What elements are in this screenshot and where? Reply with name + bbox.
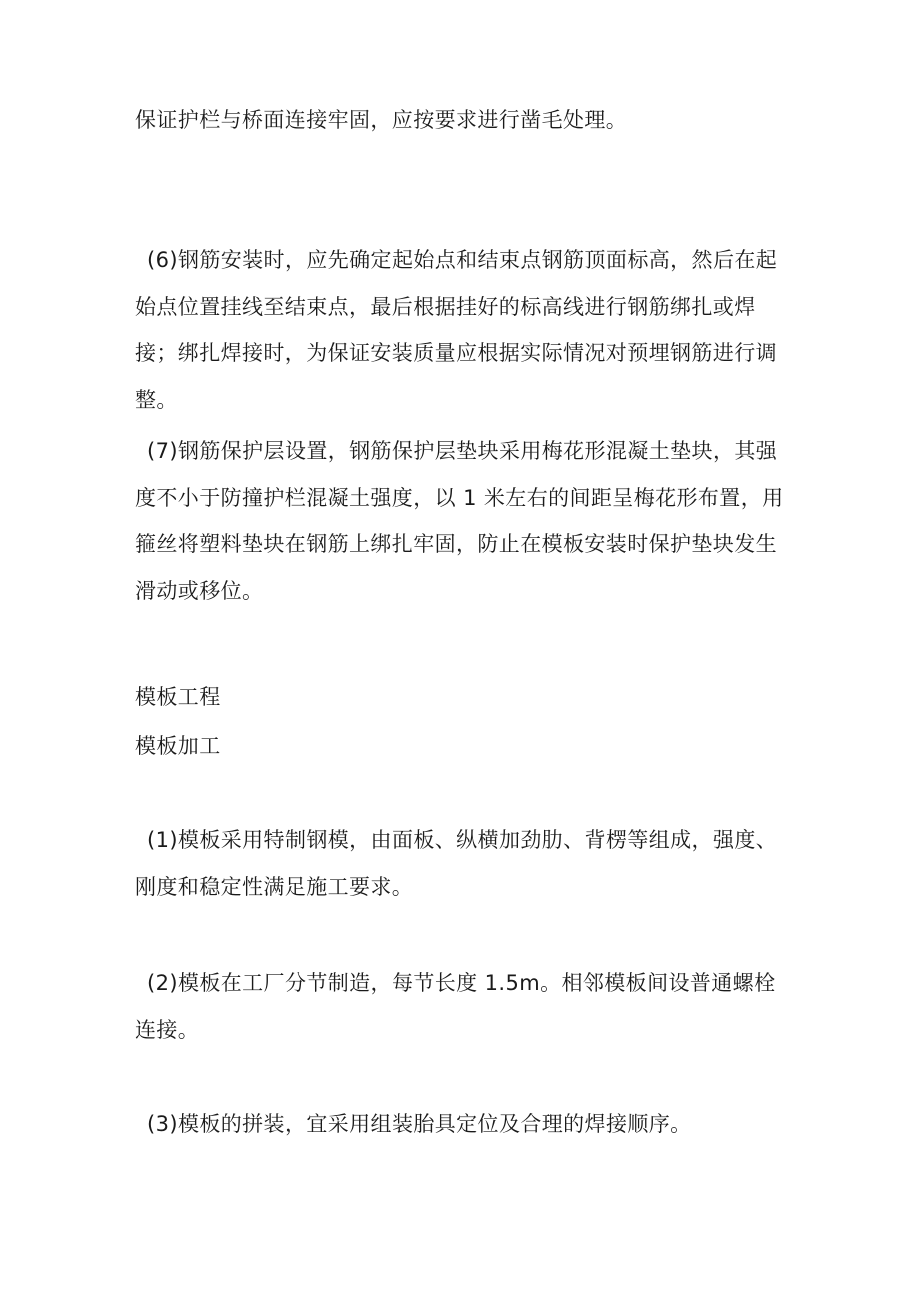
paragraph-item-6: (6)钢筋安装时，应先确定起始点和结束点钢筋顶面标高，然后在起始点位置挂线至结束点，最后根据挂好的标高线进行钢筋绑扎或焊接；绑扎焊接时，为保证安装质量应根据实际情况对预埋钢筋进行调整。 xyxy=(135,248,778,412)
paragraph-item-7: (7)钢筋保护层设置，钢筋保护层垫块采用梅花形混凝土垫块，其强度不小于防撞护栏混凝土强度，以 1 米左右的间距呈梅花形布置，用箍丝将塑料垫块在钢筋上绑扎牢固，防止在模板安装时保护垫块发生滑动或移位。 xyxy=(135,439,784,603)
section-heading-formwork: 模板工程 xyxy=(135,685,221,709)
subsection-heading-formwork-processing: 模板加工 xyxy=(135,734,221,758)
paragraph-formwork-1: (1)模板采用特制钢模，由面板、纵横加劲肋、背楞等组成，强度、刚度和稳定性满足施工要求。 xyxy=(135,828,778,899)
paragraph-intro: 保证护栏与桥面连接牢固，应按要求进行凿毛处理。 xyxy=(135,108,628,132)
paragraph-formwork-2: (2)模板在工厂分节制造，每节长度 1.5m。相邻模板间设普通螺栓连接。 xyxy=(135,971,776,1042)
paragraph-formwork-3: (3)模板的拼装，宜采用组装胎具定位及合理的焊接顺序。 xyxy=(147,1112,692,1136)
